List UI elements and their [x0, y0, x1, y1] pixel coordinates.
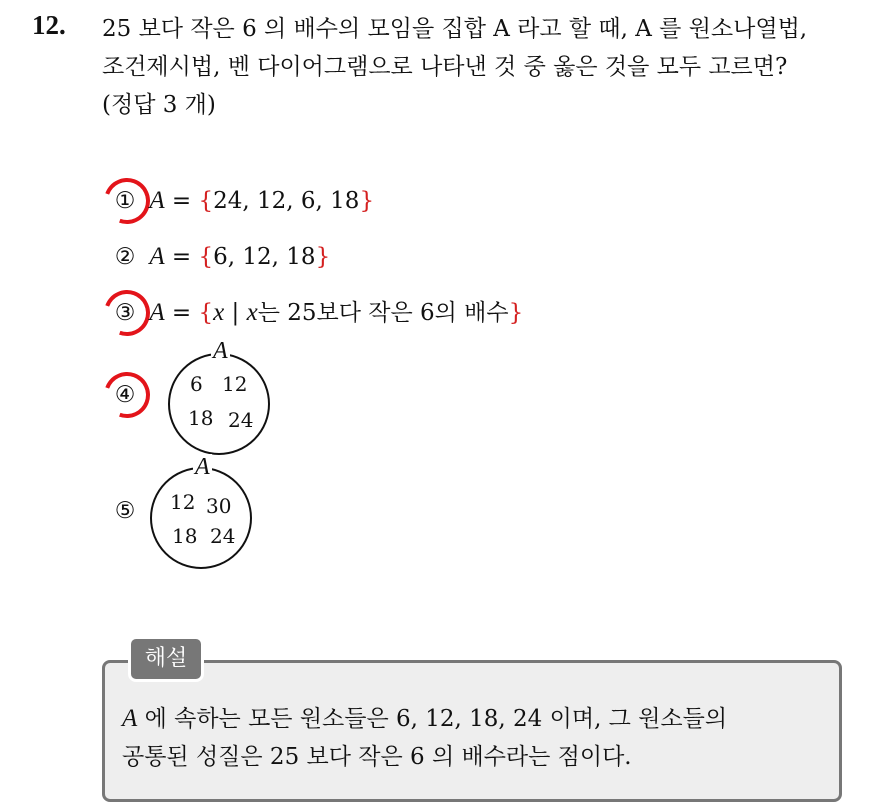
choice-4[interactable]: [108, 378, 142, 412]
choice-1-marker: ①: [114, 188, 136, 214]
solution-line-2: 공통된 성질은 25 보다 작은 6 의 배수라는 점이다.: [122, 744, 632, 770]
choice-3-close: }: [508, 300, 524, 326]
choice-2-eq: =: [164, 244, 199, 270]
choice-1-body: 24, 12, 6, 18: [213, 188, 360, 214]
choice-2[interactable]: [108, 240, 330, 274]
venn-circle: [169, 354, 269, 454]
question-line-3: (정답 3 개): [102, 92, 216, 118]
choice-5-element-2: 30: [206, 494, 232, 518]
solution-line-1: [122, 700, 832, 738]
venn-circle: [151, 468, 251, 568]
question-number: 12.: [32, 10, 66, 40]
choice-4-element-2: 12: [222, 372, 248, 396]
choice-1-close: }: [359, 188, 375, 214]
choice-5-element-3: 18: [172, 524, 198, 548]
choice-1-eq: =: [164, 188, 199, 214]
choice-4-element-4: 24: [228, 408, 254, 432]
question-line-2: 조건제시법, 벤 다이어그램으로 나타낸 것 중 옳은 것을 모두 고르면?: [102, 54, 788, 80]
choice-5-element-4: 24: [210, 524, 236, 548]
choice-1[interactable]: [108, 184, 374, 218]
choice-3-lhs: A: [149, 299, 165, 326]
solution-tab: 해설: [128, 636, 204, 682]
choice-3-bar: |: [224, 300, 247, 326]
choice-3-open: {: [198, 300, 214, 326]
choice-4-marker: ④: [114, 382, 136, 408]
choice-3-var1: x: [213, 299, 225, 326]
choice-2-close: }: [315, 244, 331, 270]
choice-3[interactable]: [108, 296, 523, 330]
choice-5-marker: ⑤: [114, 498, 136, 524]
solution-var: A: [122, 705, 138, 732]
choice-5[interactable]: [108, 494, 142, 528]
choice-2-open: {: [198, 244, 214, 270]
choice-5-element-1: 12: [170, 490, 196, 514]
choice-4-venn-label: A: [213, 338, 228, 364]
choice-5-venn-label: A: [195, 454, 210, 480]
solution-text: [122, 700, 832, 776]
solution-line-1-rest: 에 속하는 모든 원소들은 6, 12, 18, 24 이며, 그 원소들의: [137, 706, 728, 732]
choice-2-lhs: A: [149, 243, 165, 270]
choice-3-body: 는 25보다 작은 6의 배수: [257, 300, 509, 326]
question-line-1: 25 보다 작은 6 의 배수의 모임을 집합 A 라고 할 때, A 를 원소나열법,: [102, 16, 808, 42]
choice-4-element-1: 6: [190, 372, 203, 396]
choice-2-body: 6, 12, 18: [213, 244, 316, 270]
choice-4-element-3: 18: [188, 406, 214, 430]
choice-3-marker: ③: [114, 300, 136, 326]
choice-2-marker: ②: [114, 244, 136, 270]
question-text: [102, 10, 872, 124]
choice-3-eq: =: [164, 300, 199, 326]
choice-1-open: {: [198, 188, 214, 214]
choice-3-var2: x: [246, 299, 258, 326]
choice-1-lhs: A: [149, 187, 165, 214]
